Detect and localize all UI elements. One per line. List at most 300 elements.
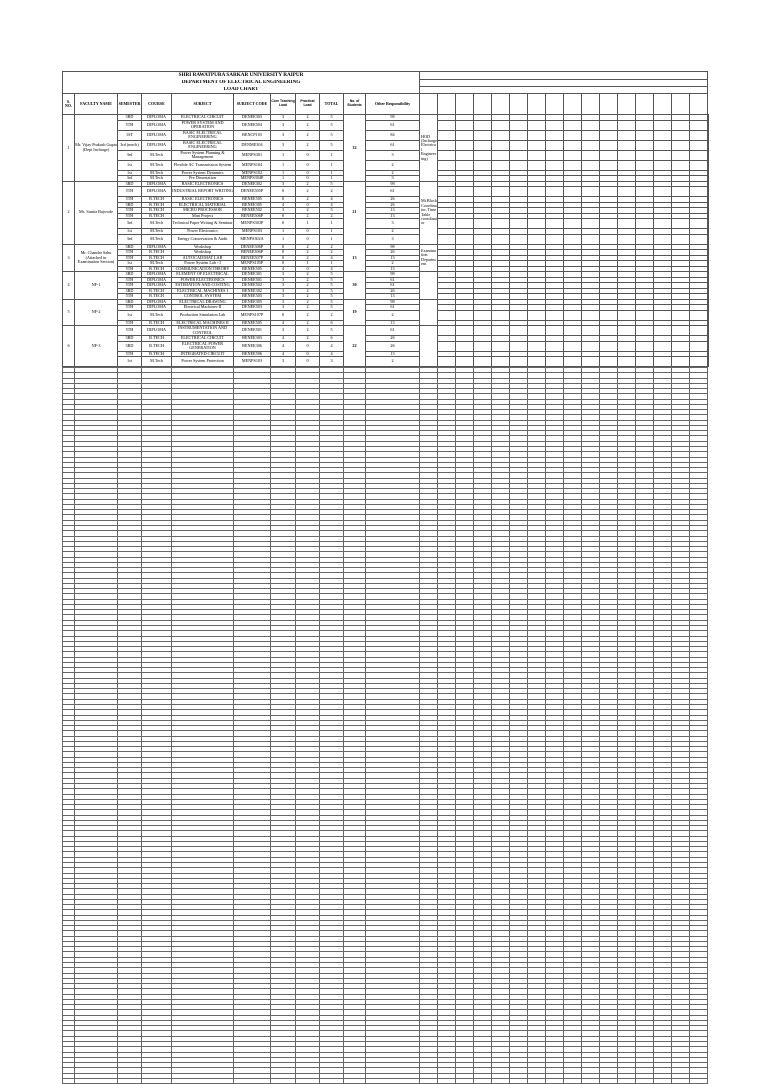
empty-cell bbox=[618, 120, 636, 130]
subject-code-cell: MENPS105P bbox=[234, 261, 271, 267]
practical-load-cell: 2 bbox=[296, 130, 320, 140]
students-cell: 98 bbox=[366, 272, 420, 278]
empty-cell bbox=[474, 160, 492, 170]
semester-cell: 5TH bbox=[118, 250, 142, 256]
faculty-total: 30 bbox=[344, 272, 366, 300]
practical-load-cell: 2 bbox=[296, 208, 320, 214]
university-title: SHRI RAWATPURA SARKAR UNIVERSITY RAIPUR bbox=[63, 72, 420, 80]
semester-cell: 5TH bbox=[118, 213, 142, 219]
empty-cell bbox=[672, 140, 690, 150]
serial-number: 1 bbox=[63, 115, 75, 182]
table-row bbox=[63, 341, 709, 351]
empty-cell bbox=[582, 130, 600, 140]
subject-code-cell: BENEE306P bbox=[234, 250, 271, 256]
practical-load-cell: 0 bbox=[296, 229, 320, 235]
semester-cell: 1st bbox=[118, 310, 142, 320]
course-cell: B.TECH bbox=[142, 288, 172, 294]
core-load-cell: 0 bbox=[271, 219, 296, 229]
students-cell: 61 bbox=[366, 277, 420, 283]
course-cell: B.TECH bbox=[142, 250, 172, 256]
subject-cell: ELECTRICAL POWER GENERATION bbox=[172, 341, 234, 351]
course-cell: M.Tech bbox=[142, 234, 172, 244]
empty-cell bbox=[564, 310, 582, 320]
practical-load-cell: 0 bbox=[296, 341, 320, 351]
table-row bbox=[63, 357, 709, 367]
subject-cell: MICRO PROCESSOR bbox=[172, 208, 234, 214]
empty-cell bbox=[690, 310, 708, 320]
empty-cell bbox=[564, 130, 582, 140]
practical-load-cell: 0 bbox=[296, 266, 320, 272]
subject-code-cell: BENEE505 bbox=[234, 266, 271, 272]
practical-load-cell: 2 bbox=[296, 115, 320, 121]
empty-cell bbox=[600, 310, 618, 320]
course-cell: B.TECH bbox=[142, 266, 172, 272]
subject-code-cell: MENPS104 bbox=[234, 160, 271, 170]
subject-code-cell: BENEE305 bbox=[234, 202, 271, 208]
subject-cell: Workshop bbox=[172, 250, 234, 256]
empty-cell bbox=[618, 140, 636, 150]
empty-cell bbox=[456, 219, 474, 229]
subject-code-cell: MENPS102 bbox=[234, 170, 271, 176]
empty-cell bbox=[564, 326, 582, 336]
other-responsibility: Examination Department bbox=[420, 244, 438, 272]
empty-cell bbox=[690, 219, 708, 229]
course-cell: DIPLOMA bbox=[142, 305, 172, 311]
empty-cell bbox=[528, 326, 546, 336]
core-load-cell: 3 bbox=[271, 288, 296, 294]
subject-code-cell: BENCP103 bbox=[234, 130, 271, 140]
subject-code-cell: BENEE507P bbox=[234, 255, 271, 261]
serial-number: 4 bbox=[63, 272, 75, 300]
core-load-cell: 1 bbox=[271, 176, 296, 182]
course-cell: DIPLOMA bbox=[142, 299, 172, 305]
subject-cell: POWER ELECTRONICS bbox=[172, 277, 234, 283]
empty-cell bbox=[654, 357, 672, 367]
empty-cell bbox=[492, 234, 510, 244]
empty-cell bbox=[690, 341, 708, 351]
faculty-name: Mr. Chandra Sahu (Attached in Examination Section) bbox=[75, 244, 118, 272]
empty-cell bbox=[474, 310, 492, 320]
row-total-cell: 2 bbox=[320, 187, 344, 197]
students-cell: 13 bbox=[366, 351, 420, 357]
subject-cell: ELEMENT OF ELECTRICAL bbox=[172, 272, 234, 278]
subject-cell: Mini Project bbox=[172, 213, 234, 219]
semester-cell: 3RD bbox=[118, 336, 142, 342]
empty-cell bbox=[492, 140, 510, 150]
empty-cell bbox=[690, 160, 708, 170]
empty-cell bbox=[672, 234, 690, 244]
students-cell: 61 bbox=[366, 305, 420, 311]
empty-cell bbox=[528, 140, 546, 150]
empty-cell bbox=[474, 130, 492, 140]
faculty-total: 22 bbox=[344, 326, 366, 367]
empty-cell bbox=[654, 341, 672, 351]
core-load-cell: 3 bbox=[271, 272, 296, 278]
subject-cell: ELECTRICAL MATERIAL bbox=[172, 202, 234, 208]
row-total-cell: 5 bbox=[320, 283, 344, 289]
subject-code-cell: BENEE505 bbox=[234, 197, 271, 203]
empty-cell bbox=[528, 187, 546, 197]
empty-cell bbox=[438, 341, 456, 351]
row-total-cell: 5 bbox=[320, 140, 344, 150]
empty-cell bbox=[600, 341, 618, 351]
empty-cell bbox=[474, 219, 492, 229]
empty-cell bbox=[438, 140, 456, 150]
core-load-cell: 0 bbox=[271, 250, 296, 256]
empty-cell bbox=[582, 357, 600, 367]
core-load-cell: 3 bbox=[271, 305, 296, 311]
students-cell: 26 bbox=[366, 250, 420, 256]
practical-load-cell: 2 bbox=[296, 277, 320, 283]
empty-cell bbox=[456, 341, 474, 351]
empty-cell bbox=[564, 234, 582, 244]
table-row bbox=[63, 160, 709, 170]
row-total-cell: 2 bbox=[320, 213, 344, 219]
table-row bbox=[63, 187, 709, 197]
students-cell: 2 bbox=[366, 357, 420, 367]
empty-cell bbox=[474, 120, 492, 130]
empty-cell bbox=[528, 234, 546, 244]
core-load-cell: 4 bbox=[271, 320, 296, 326]
subject-cell: INTEGRATED CIRCUIT bbox=[172, 351, 234, 357]
empty-cell bbox=[618, 150, 636, 160]
course-cell: M.Tech bbox=[142, 150, 172, 160]
empty-cell bbox=[672, 219, 690, 229]
core-load-cell: 4 bbox=[271, 266, 296, 272]
row-total-cell: 1 bbox=[320, 170, 344, 176]
table-row bbox=[63, 140, 709, 150]
empty-cell bbox=[456, 187, 474, 197]
core-load-cell: 3 bbox=[271, 115, 296, 121]
empty-cell bbox=[438, 130, 456, 140]
empty-cell bbox=[636, 326, 654, 336]
students-cell: 2 bbox=[366, 160, 420, 170]
empty-cell bbox=[456, 140, 474, 150]
subject-cell: ELECTRICAL CIRCUIT bbox=[172, 115, 234, 121]
empty-cell bbox=[456, 130, 474, 140]
table-row bbox=[63, 150, 709, 160]
course-cell: M.Tech bbox=[142, 229, 172, 235]
row-total-cell: 1 bbox=[320, 176, 344, 182]
row-total-cell: 2 bbox=[320, 310, 344, 320]
empty-cell bbox=[636, 310, 654, 320]
row-total-cell: 6 bbox=[320, 320, 344, 326]
empty-cell bbox=[708, 341, 709, 351]
col-practical-load: Practical Load bbox=[296, 94, 320, 115]
semester-cell: 5TH bbox=[118, 277, 142, 283]
empty-cell bbox=[708, 120, 709, 130]
core-load-cell: 0 bbox=[271, 197, 296, 203]
subject-code-cell: DENEE503 bbox=[234, 305, 271, 311]
core-load-cell: 1 bbox=[271, 150, 296, 160]
row-total-cell: 4 bbox=[320, 341, 344, 351]
course-cell: M.Tech bbox=[142, 176, 172, 182]
students-cell: 61 bbox=[366, 283, 420, 289]
practical-load-cell: 1 bbox=[296, 219, 320, 229]
empty-cell bbox=[708, 219, 709, 229]
faculty-total: 19 bbox=[344, 299, 366, 326]
empty-cell bbox=[618, 341, 636, 351]
empty-cell bbox=[456, 310, 474, 320]
semester-cell: 3RD bbox=[118, 244, 142, 250]
course-cell: B.TECH bbox=[142, 202, 172, 208]
core-load-cell: 0 bbox=[271, 310, 296, 320]
row-total-cell: 4 bbox=[320, 255, 344, 261]
semester-cell: 5TH bbox=[118, 208, 142, 214]
empty-cell bbox=[672, 130, 690, 140]
semester-cell: 5TH bbox=[118, 187, 142, 197]
row-total-cell: 2 bbox=[320, 244, 344, 250]
row-total-cell: 1 bbox=[320, 219, 344, 229]
empty-cell bbox=[546, 187, 564, 197]
empty-cell bbox=[528, 150, 546, 160]
empty-cell bbox=[456, 326, 474, 336]
course-cell: DIPLOMA bbox=[142, 140, 172, 150]
col-semester: SEMESTER bbox=[118, 94, 142, 115]
semester-cell: 5TH bbox=[118, 255, 142, 261]
empty-cell bbox=[564, 160, 582, 170]
row-total-cell: 2 bbox=[320, 250, 344, 256]
empty-cell bbox=[582, 219, 600, 229]
course-cell: B.TECH bbox=[142, 197, 172, 203]
empty-cell bbox=[510, 310, 528, 320]
empty-cell bbox=[582, 160, 600, 170]
students-cell: 2 bbox=[366, 310, 420, 320]
semester-cell: 3RD bbox=[118, 115, 142, 121]
empty-cell bbox=[618, 310, 636, 320]
subject-code-cell: MENPS107P bbox=[234, 310, 271, 320]
empty-cell bbox=[654, 120, 672, 130]
course-cell: M.Tech bbox=[142, 310, 172, 320]
empty-cell bbox=[438, 357, 456, 367]
core-load-cell: 4 bbox=[271, 351, 296, 357]
subject-cell: Power System Dynamics bbox=[172, 170, 234, 176]
students-cell: 98 bbox=[366, 244, 420, 250]
practical-load-cell: 0 bbox=[296, 234, 320, 244]
empty-cell bbox=[492, 341, 510, 351]
students-cell: 26 bbox=[366, 288, 420, 294]
core-load-cell: 0 bbox=[271, 187, 296, 197]
practical-load-cell: 2 bbox=[296, 299, 320, 305]
empty-cell bbox=[492, 150, 510, 160]
empty-cell bbox=[636, 120, 654, 130]
core-load-cell: 3 bbox=[271, 294, 296, 300]
empty-cell bbox=[582, 187, 600, 197]
empty-cell bbox=[546, 310, 564, 320]
subject-cell: ESTIMATION AND COSTING bbox=[172, 283, 234, 289]
course-cell: M.Tech bbox=[142, 357, 172, 367]
empty-cell bbox=[564, 219, 582, 229]
empty-cell bbox=[618, 357, 636, 367]
empty-cell bbox=[546, 357, 564, 367]
subject-code-cell: BENEE505 bbox=[234, 320, 271, 326]
empty-cell bbox=[438, 219, 456, 229]
course-cell: M.Tech bbox=[142, 160, 172, 170]
core-load-cell: 0 bbox=[271, 213, 296, 219]
subject-cell: Power Electronics bbox=[172, 229, 234, 235]
subject-cell: ELECTRICAL MACHINES I bbox=[172, 288, 234, 294]
practical-load-cell: 2 bbox=[296, 294, 320, 300]
course-cell: DIPLOMA bbox=[142, 130, 172, 140]
core-load-cell: 3 bbox=[271, 120, 296, 130]
subject-code-cell: DENEE504 bbox=[234, 120, 271, 130]
students-cell: 61 bbox=[366, 140, 420, 150]
empty-cell bbox=[438, 187, 456, 197]
subject-code-cell: MENPS103 bbox=[234, 229, 271, 235]
empty-cell bbox=[690, 130, 708, 140]
subject-cell: BASIC ELECTRONICS bbox=[172, 197, 234, 203]
core-load-cell: 3 bbox=[271, 181, 296, 187]
empty-cell bbox=[708, 326, 709, 336]
col-other: Other Responsibility bbox=[366, 94, 420, 115]
empty-cell bbox=[456, 160, 474, 170]
empty-cell bbox=[600, 150, 618, 160]
empty-cell bbox=[546, 140, 564, 150]
core-load-cell: 4 bbox=[271, 336, 296, 342]
core-load-cell: 4 bbox=[271, 202, 296, 208]
empty-cell bbox=[492, 357, 510, 367]
faculty-name: Ms. Sunita Bajwode bbox=[75, 181, 118, 244]
empty-cell bbox=[546, 219, 564, 229]
row-total-cell: 1 bbox=[320, 150, 344, 160]
empty-cell bbox=[492, 160, 510, 170]
empty-cell bbox=[474, 357, 492, 367]
other-responsibility bbox=[420, 272, 438, 300]
students-cell: 3 bbox=[366, 234, 420, 244]
empty-cell bbox=[492, 120, 510, 130]
empty-cell bbox=[600, 140, 618, 150]
core-load-cell: 3 bbox=[271, 277, 296, 283]
subject-cell: BASIC ELECTRICAL ENGINEERING bbox=[172, 130, 234, 140]
practical-load-cell: 2 bbox=[296, 250, 320, 256]
semester-cell: 1st bbox=[118, 261, 142, 267]
empty-cell bbox=[600, 219, 618, 229]
empty-cell bbox=[564, 150, 582, 160]
practical-load-cell: 0 bbox=[296, 160, 320, 170]
subject-code-cell: BENEE502 bbox=[234, 208, 271, 214]
students-cell: 3 bbox=[366, 176, 420, 182]
faculty-total: 13 bbox=[344, 244, 366, 272]
core-load-cell: 3 bbox=[271, 140, 296, 150]
core-load-cell: 3 bbox=[271, 357, 296, 367]
semester-cell: 5TH bbox=[118, 326, 142, 336]
blank-cells bbox=[420, 72, 708, 80]
empty-cell bbox=[492, 219, 510, 229]
empty-cell bbox=[510, 160, 528, 170]
subject-cell: Electrical Machines-II bbox=[172, 305, 234, 311]
col-subject: SUBJECT bbox=[172, 94, 234, 115]
empty-cell bbox=[618, 187, 636, 197]
serial-number: 6 bbox=[63, 326, 75, 367]
empty-cell bbox=[474, 187, 492, 197]
semester-cell: 3RD bbox=[118, 202, 142, 208]
semester-cell: 3RD bbox=[118, 341, 142, 351]
col-core-load: Core Teaching Load bbox=[271, 94, 296, 115]
core-load-cell: 1 bbox=[271, 234, 296, 244]
empty-cell bbox=[492, 310, 510, 320]
empty-cell bbox=[672, 341, 690, 351]
subject-code-cell: DENEE505P bbox=[234, 187, 271, 197]
empty-cell bbox=[438, 120, 456, 130]
empty-cell bbox=[510, 150, 528, 160]
subject-cell: Technical Paper Writing & Seminar bbox=[172, 219, 234, 229]
subject-code-cell: BENEE306 bbox=[234, 341, 271, 351]
empty-cell bbox=[600, 120, 618, 130]
semester-cell: 1st bbox=[118, 160, 142, 170]
row-total-cell: 1 bbox=[320, 160, 344, 170]
core-load-cell: 3 bbox=[271, 299, 296, 305]
empty-cell bbox=[510, 234, 528, 244]
load-chart-table bbox=[62, 71, 709, 367]
row-total-cell: 1 bbox=[320, 234, 344, 244]
faculty-name: NF-2 bbox=[75, 299, 118, 326]
empty-cell bbox=[636, 140, 654, 150]
practical-load-cell: 2 bbox=[296, 187, 320, 197]
empty-cell bbox=[672, 326, 690, 336]
empty-cell bbox=[438, 310, 456, 320]
subject-cell: Power System Protection bbox=[172, 357, 234, 367]
empty-cell bbox=[546, 130, 564, 140]
serial-number: 5 bbox=[63, 299, 75, 326]
core-load-cell: 3 bbox=[271, 326, 296, 336]
col-students: No. of Students bbox=[344, 94, 366, 115]
empty-cell bbox=[438, 160, 456, 170]
practical-load-cell: 0 bbox=[296, 176, 320, 182]
subject-code-cell: BENEE503 bbox=[234, 294, 271, 300]
students-cell: 13 bbox=[366, 213, 420, 219]
subject-code-cell: DENEE501 bbox=[234, 277, 271, 283]
empty-cell bbox=[582, 326, 600, 336]
course-cell: DIPLOMA bbox=[142, 244, 172, 250]
empty-cell bbox=[510, 120, 528, 130]
table-row bbox=[63, 326, 709, 336]
empty-cell bbox=[456, 357, 474, 367]
subject-code-cell: DENEE301 bbox=[234, 272, 271, 278]
students-cell: 84 bbox=[366, 130, 420, 140]
subject-code-cell: DENEE502 bbox=[234, 283, 271, 289]
semester-cell: 5TH bbox=[118, 351, 142, 357]
empty-cell bbox=[528, 357, 546, 367]
empty-cell bbox=[654, 160, 672, 170]
other-responsibility bbox=[420, 299, 438, 326]
practical-load-cell: 2 bbox=[296, 181, 320, 187]
empty-cell bbox=[474, 140, 492, 150]
empty-cell bbox=[690, 187, 708, 197]
practical-load-cell: 2 bbox=[296, 120, 320, 130]
empty-cell bbox=[546, 120, 564, 130]
students-cell: 98 bbox=[366, 181, 420, 187]
empty-cell bbox=[582, 341, 600, 351]
table-row bbox=[63, 310, 709, 320]
semester-cell: 5TH bbox=[118, 283, 142, 289]
core-load-cell: 0 bbox=[271, 261, 296, 267]
course-cell: B.TECH bbox=[142, 351, 172, 357]
empty-cell bbox=[474, 341, 492, 351]
practical-load-cell: 2 bbox=[296, 244, 320, 250]
empty-cell bbox=[708, 310, 709, 320]
practical-load-cell: 2 bbox=[296, 320, 320, 326]
row-total-cell: 4 bbox=[320, 351, 344, 357]
empty-cell bbox=[672, 187, 690, 197]
faculty-total: 21 bbox=[344, 181, 366, 244]
faculty-total: 32 bbox=[344, 115, 366, 182]
empty-cell bbox=[546, 341, 564, 351]
row-total-cell: 5 bbox=[320, 294, 344, 300]
practical-load-cell: 2 bbox=[296, 255, 320, 261]
empty-cell bbox=[582, 120, 600, 130]
row-total-cell: 5 bbox=[320, 115, 344, 121]
practical-load-cell: 0 bbox=[296, 202, 320, 208]
